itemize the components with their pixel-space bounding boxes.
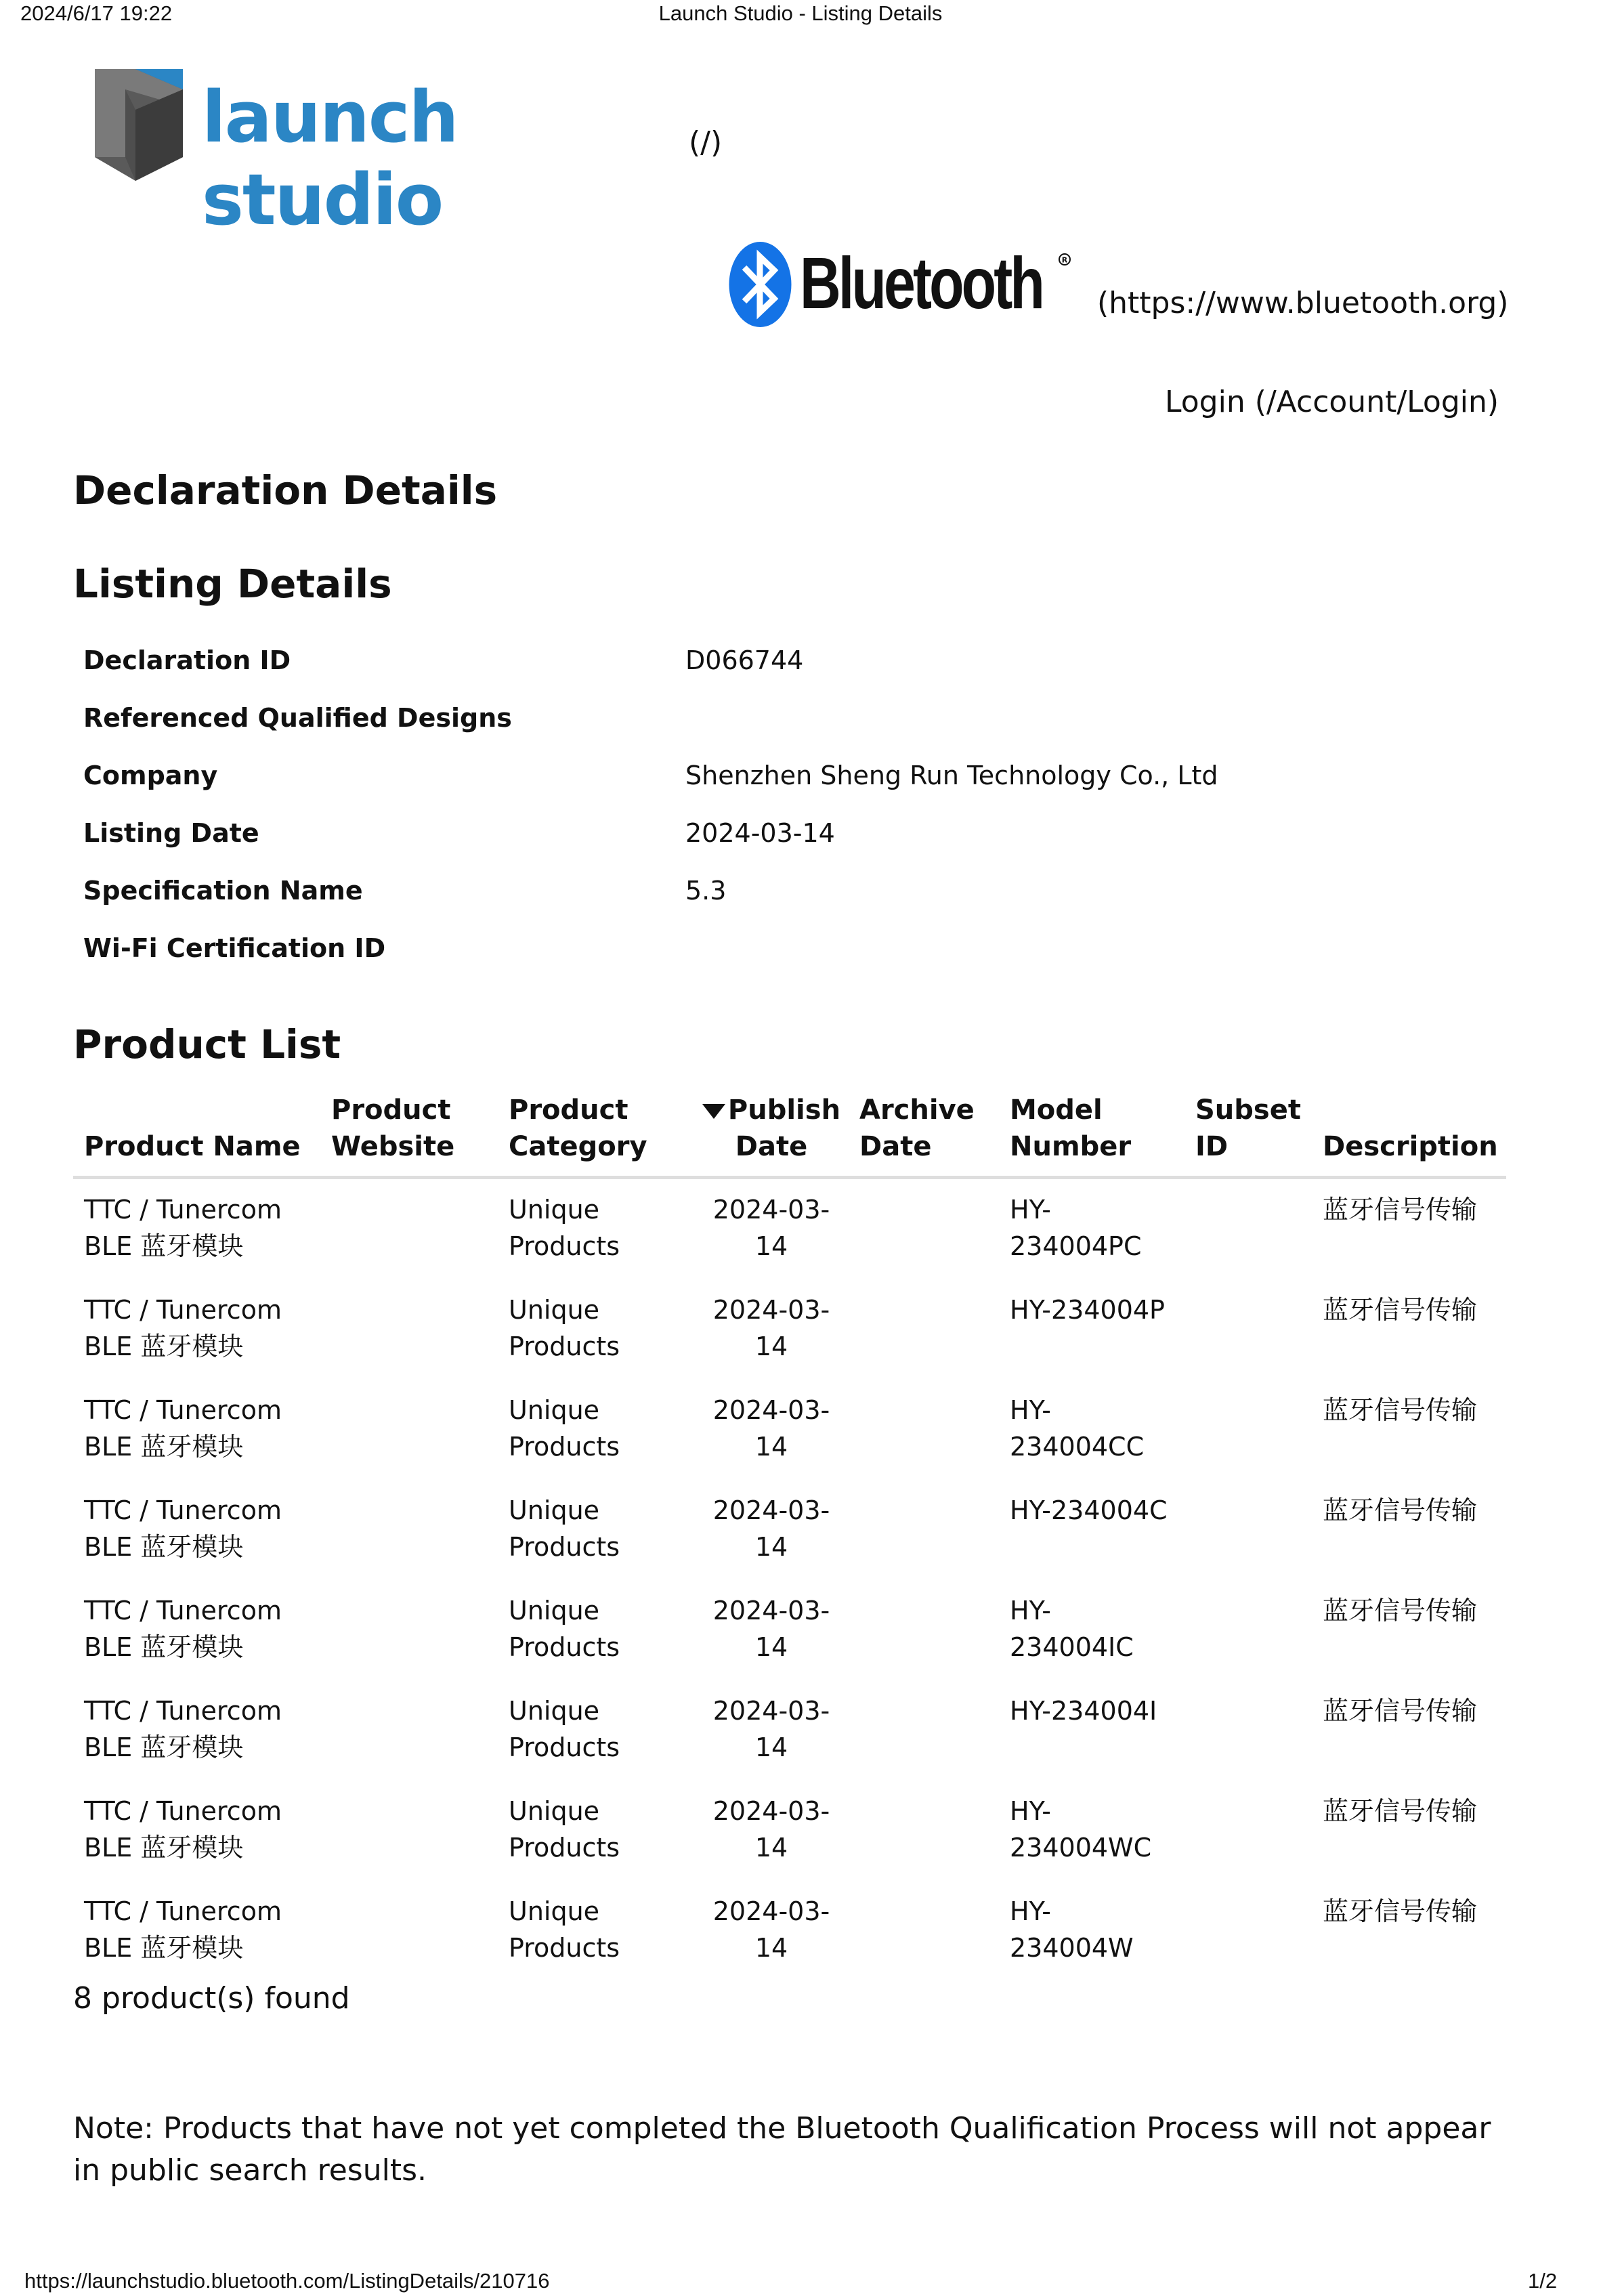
column-header-description[interactable]: Description bbox=[1312, 1092, 1506, 1178]
cell-product-category: Unique Products bbox=[509, 1395, 620, 1462]
declaration-id-label: Declaration ID bbox=[83, 645, 291, 675]
cell-subset-id bbox=[1184, 1480, 1312, 1580]
cell-subset-id bbox=[1184, 1680, 1312, 1781]
cell-model-number: HY- 234004CC bbox=[1010, 1395, 1145, 1462]
product-list-heading: Product List bbox=[73, 1021, 341, 1067]
listing-details-heading: Listing Details bbox=[73, 561, 392, 607]
footer-url: https://launchstudio.bluetooth.com/ListingDetails/210716 bbox=[24, 2269, 550, 2293]
cell-archive-date bbox=[849, 1480, 999, 1580]
table-row bbox=[73, 1380, 1506, 1480]
print-datetime: 2024/6/17 19:22 bbox=[20, 1, 173, 25]
product-count: 8 product(s) found bbox=[73, 1981, 350, 2016]
cell-archive-date bbox=[849, 1881, 999, 1981]
cell-description: 蓝牙信号传输 bbox=[1323, 1696, 1478, 1726]
declaration-details-heading: Declaration Details bbox=[73, 467, 498, 513]
cell-product-website bbox=[320, 1178, 498, 1280]
cell-product-name: TTC / Tunercom BLE 蓝牙模块 bbox=[84, 1195, 282, 1261]
cell-product-category: Unique Products bbox=[509, 1495, 620, 1562]
cell-product-category: Unique Products bbox=[509, 1696, 620, 1762]
note-line-1: Note: Products that have not yet completed the Bluetooth Qualification Process will not appear bbox=[73, 2111, 1491, 2146]
bluetooth-wordmark: Bluetooth bbox=[800, 242, 1042, 324]
sort-descending-icon bbox=[702, 1104, 725, 1119]
cell-archive-date bbox=[849, 1781, 999, 1881]
cell-model-number: HY- 234004PC bbox=[1010, 1195, 1142, 1261]
listing-date-value: 2024-03-14 bbox=[685, 818, 835, 848]
table-row bbox=[73, 1580, 1506, 1680]
column-header-product-website[interactable]: Product Website bbox=[320, 1092, 498, 1178]
column-header-subset-id[interactable]: Subset ID bbox=[1184, 1092, 1312, 1178]
cell-publish-date: 2024-03-14 bbox=[712, 1596, 830, 1662]
cell-model-number: HY- 234004WC bbox=[1010, 1796, 1152, 1863]
cell-publish-date: 2024-03-14 bbox=[712, 1495, 830, 1562]
cell-subset-id bbox=[1184, 1580, 1312, 1680]
cell-product-category: Unique Products bbox=[509, 1295, 620, 1361]
table-row bbox=[73, 1881, 1506, 1981]
specification-name-label: Specification Name bbox=[83, 876, 363, 906]
table-row bbox=[73, 1178, 1506, 1280]
launch-studio-logo-text: launch studio bbox=[202, 76, 458, 241]
cell-archive-date bbox=[849, 1380, 999, 1480]
cell-archive-date bbox=[849, 1178, 999, 1280]
table-row bbox=[73, 1279, 1506, 1380]
column-header-product-name[interactable]: Product Name bbox=[73, 1092, 320, 1178]
cell-archive-date bbox=[849, 1279, 999, 1380]
table-row bbox=[73, 1781, 1506, 1881]
listing-date-label: Listing Date bbox=[83, 818, 259, 848]
cell-product-website bbox=[320, 1480, 498, 1580]
declaration-id-value: D066744 bbox=[685, 645, 804, 675]
wifi-certification-id-label: Wi-Fi Certification ID bbox=[83, 933, 386, 963]
cell-description: 蓝牙信号传输 bbox=[1323, 1596, 1478, 1625]
column-header-model-number[interactable]: Model Number bbox=[999, 1092, 1184, 1178]
cell-product-name: TTC / Tunercom BLE 蓝牙模块 bbox=[84, 1696, 282, 1762]
cell-archive-date bbox=[849, 1680, 999, 1781]
table-row bbox=[73, 1680, 1506, 1781]
cell-description: 蓝牙信号传输 bbox=[1323, 1896, 1478, 1926]
specification-name-value: 5.3 bbox=[685, 876, 727, 906]
page-number: 1/2 bbox=[1528, 2269, 1558, 2293]
cell-publish-date: 2024-03-14 bbox=[712, 1395, 830, 1462]
cell-product-name: TTC / Tunercom BLE 蓝牙模块 bbox=[84, 1295, 282, 1361]
cell-model-number: HY-234004C bbox=[1010, 1495, 1168, 1525]
cell-product-name: TTC / Tunercom BLE 蓝牙模块 bbox=[84, 1395, 282, 1462]
cell-description: 蓝牙信号传输 bbox=[1323, 1195, 1478, 1225]
cell-product-website bbox=[320, 1781, 498, 1881]
bluetooth-site-link[interactable] bbox=[728, 240, 1080, 332]
company-value: Shenzhen Sheng Run Technology Co., Ltd bbox=[685, 761, 1218, 790]
login-link[interactable]: Login (/Account/Login) bbox=[1165, 385, 1499, 419]
cell-product-category: Unique Products bbox=[509, 1596, 620, 1662]
launch-studio-logo-icon bbox=[88, 62, 190, 184]
cell-product-website bbox=[320, 1580, 498, 1680]
product-table-body bbox=[73, 1178, 1506, 1982]
cell-publish-date: 2024-03-14 bbox=[712, 1796, 830, 1863]
cell-product-category: Unique Products bbox=[509, 1195, 620, 1261]
cell-product-name: TTC / Tunercom BLE 蓝牙模块 bbox=[84, 1495, 282, 1562]
cell-description: 蓝牙信号传输 bbox=[1323, 1796, 1478, 1826]
cell-product-category: Unique Products bbox=[509, 1896, 620, 1963]
column-header-archive-date[interactable]: Archive Date bbox=[849, 1092, 999, 1178]
cell-publish-date: 2024-03-14 bbox=[712, 1295, 830, 1361]
cell-subset-id bbox=[1184, 1178, 1312, 1280]
qualification-note bbox=[73, 2108, 1491, 2192]
cell-product-website bbox=[320, 1279, 498, 1380]
table-header-row bbox=[73, 1092, 1506, 1178]
cell-model-number: HY- 234004W bbox=[1010, 1896, 1134, 1963]
referenced-qualified-designs-label: Referenced Qualified Designs bbox=[83, 703, 512, 733]
registered-mark-icon bbox=[1058, 253, 1071, 266]
cell-product-website bbox=[320, 1881, 498, 1981]
table-row bbox=[73, 1480, 1506, 1580]
cell-subset-id bbox=[1184, 1380, 1312, 1480]
cell-publish-date: 2024-03-14 bbox=[712, 1896, 830, 1963]
column-header-product-category[interactable]: Product Category bbox=[498, 1092, 689, 1178]
cell-product-name: TTC / Tunercom BLE 蓝牙模块 bbox=[84, 1896, 282, 1963]
cell-subset-id bbox=[1184, 1279, 1312, 1380]
bluetooth-link-url[interactable]: (https://www.bluetooth.org) bbox=[1097, 286, 1509, 320]
company-label: Company bbox=[83, 761, 218, 790]
cell-description: 蓝牙信号传输 bbox=[1323, 1295, 1478, 1325]
print-title: Launch Studio - Listing Details bbox=[658, 1, 943, 25]
cell-subset-id bbox=[1184, 1781, 1312, 1881]
home-link-url[interactable]: (/) bbox=[689, 125, 723, 160]
cell-description: 蓝牙信号传输 bbox=[1323, 1395, 1478, 1425]
svg-text:R: R bbox=[1061, 255, 1068, 265]
cell-subset-id bbox=[1184, 1881, 1312, 1981]
cell-product-website bbox=[320, 1680, 498, 1781]
cell-archive-date bbox=[849, 1580, 999, 1680]
bluetooth-rune-icon bbox=[728, 240, 792, 328]
cell-model-number: HY-234004I bbox=[1010, 1696, 1157, 1726]
column-header-publish-date[interactable]: Publish Date bbox=[689, 1092, 849, 1178]
cell-product-website bbox=[320, 1380, 498, 1480]
cell-product-category: Unique Products bbox=[509, 1796, 620, 1863]
product-table bbox=[73, 1092, 1506, 1981]
cell-description: 蓝牙信号传输 bbox=[1323, 1495, 1478, 1525]
launch-studio-home-link[interactable] bbox=[88, 62, 670, 241]
cell-model-number: HY- 234004IC bbox=[1010, 1596, 1134, 1662]
cell-model-number: HY-234004P bbox=[1010, 1295, 1165, 1325]
cell-publish-date: 2024-03-14 bbox=[712, 1195, 830, 1261]
cell-product-name: TTC / Tunercom BLE 蓝牙模块 bbox=[84, 1596, 282, 1662]
cell-publish-date: 2024-03-14 bbox=[712, 1696, 830, 1762]
note-line-2: in public search results. bbox=[73, 2153, 427, 2188]
cell-product-name: TTC / Tunercom BLE 蓝牙模块 bbox=[84, 1796, 282, 1863]
